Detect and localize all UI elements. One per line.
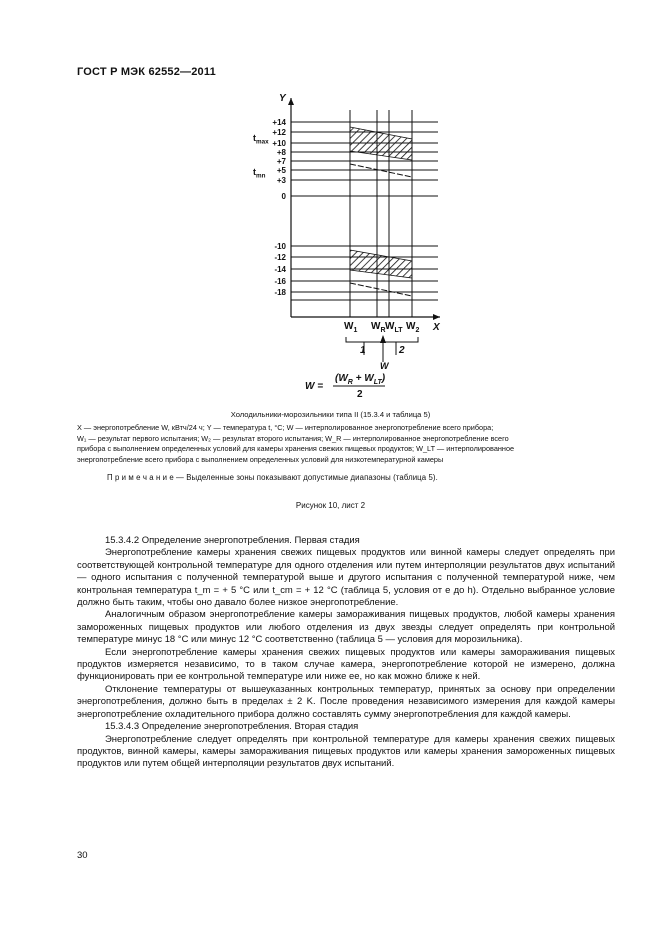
page-number: 30 [77,850,88,861]
paragraph: Отклонение температуры от вышеуказанных контрольных температур, принятых за основу при определении энергопотребления, должно быть в пределах ± 2 K. После проведения независимого измерения для каждой камеры энергопотребление охладительного прибора должно составлять сумму энергопотребления для каждой камеры. [77,683,615,720]
y-tick-label: +3 [276,176,286,185]
t-max-label-sub: max [256,138,269,146]
page-header: ГОСТ Р МЭК 62552—2011 [77,66,216,78]
freezer-curve [350,283,412,296]
legend-line: прибора с выполнением определенных условий для камеры хранения свежих пищевых продуктов; W_LT — интерполированное [77,444,515,454]
energy-interpolation-figure [0,0,661,420]
formula-part: (W [335,373,348,384]
x-tick-label [385,321,403,334]
y-tick-label: -14 [274,265,286,274]
x-tick-label-base: W [371,321,381,332]
figure-note: П р и м е ч а н и е — Выделенные зоны показывают допустимые диапазоны (таблица 5). [107,473,438,482]
section-heading: 15.3.4.2 Определение энергопотребления. Первая стадия [105,535,360,546]
x-tick-label-sub: 2 [415,326,420,334]
y-tick-label: +10 [272,139,286,148]
y-tick-label: +8 [276,148,286,157]
bracket-1-label: 1 [360,345,366,356]
y-tick-label: +14 [272,118,286,127]
legend-line: X — энергопотребление W, кВтч/24 ч; Y — температура t, °C; W — интерполированное энергопотребление всего прибора; [77,423,494,432]
y-tick-label: -16 [274,277,286,286]
body-text [77,535,615,771]
figure-legend [77,423,614,465]
formula-part: R [347,379,353,386]
y-tick-label: +12 [272,128,286,137]
x-tick-label [371,321,386,334]
y-tick-label: +5 [276,166,286,175]
y-tick-label: 0 [281,192,286,201]
t-min-label [253,167,266,180]
figure-grid [288,98,440,386]
y-axis-label: Y [279,93,286,104]
x-tick-label-base: W [344,321,354,332]
x-tick-label-sub: LT [394,326,403,334]
y-axis-arrow [288,98,294,105]
y-tick-label: -10 [274,242,286,251]
t-min-label-base: t [253,167,256,177]
bracket-2-label: 2 [399,345,405,356]
x-axis-label: X [433,322,440,333]
x-tick-label [344,321,357,334]
y-tick-label: -18 [274,288,286,297]
paragraph: Если энергопотребление камеры хранения свежих пищевых продуктов или камеры замораживания пищевых продуктов измеряется независимо, то в таком случае камера, энергопотребление которой не измерено, должна функционировать при ее контрольной температуре или ниже ее, но как можно ближе к ней. [77,646,615,683]
formula-numerator [335,373,386,386]
x-tick-label-base: W [385,321,395,332]
paragraph: Энергопотребление камеры хранения свежих пищевых продуктов или винной камеры следует определять при соответствующей контрольной температуре для одного отделения или путем интерполяции результатов двух испытаний — одного испытания с полученной температурой выше и другого испытания с полученной температурой ниже, чем контрольная температура t_m = + 5 °C или t_cm = + 12 °C (таблица 5, условия от e до h). Отдельно выбранное условие должно быть таким, чтобы оно давало более низкое энергопотребление. [77,547,615,609]
x-tick-label-base: W [406,321,416,332]
x-tick-label [406,321,419,334]
figure-title: Рисунок 10, лист 2 [295,501,366,510]
legend-line: энергопотребление всего прибора с выполнением определенных условий для низкотемпературной камеры [77,454,444,464]
x-tick-label-sub: R [380,326,386,334]
y-tick-label: -12 [274,253,286,262]
t-max-label [253,133,269,146]
formula-part: LT [373,379,382,386]
formula-part: ) [381,373,386,384]
w-arrow-label: W [380,361,389,371]
section-heading: 15.3.4.3 Определение энергопотребления. Вторая стадия [105,721,359,733]
t-min-label-sub: mn [256,172,266,180]
paragraph: Аналогичным образом энергопотребление камеры замораживания пищевых продуктов, любой камеры хранения замороженных пищевых продуктов или любого отделения из двух звезды следует определять при контрольной температуре минус 18 °C или минус 12 °C соответственно (таблица 5 — условия для морозильника). [77,609,615,646]
legend-line: W₁ — результат первого испытания; W₂ — результат второго испытания; W_R — интерполированное энергопотребление всего [77,433,509,443]
paragraph: Энергопотребление следует определять при контрольной температуре для камеры хранения свежих пищевых продуктов, винной камеры, камеры замораживания пищевых продуктов или камеры хранения замороженных пищевых продуктов или путем общей интерполяции результатов двух испытаний. [77,733,615,770]
formula-lhs: W = [305,381,324,392]
formula-part: + W [352,373,374,384]
t-max-label-base: t [253,133,256,143]
figure-caption: Холодильники-морозильники типа II (15.3.4 и таблица 5) [230,410,431,419]
formula-denominator: 2 [357,389,363,400]
y-tick-label: +7 [276,157,286,166]
x-tick-label-sub: 1 [353,326,358,334]
w-arrow-head [380,335,386,343]
freezer-permissible-zone [350,250,412,278]
x-axis-arrow [433,314,440,320]
